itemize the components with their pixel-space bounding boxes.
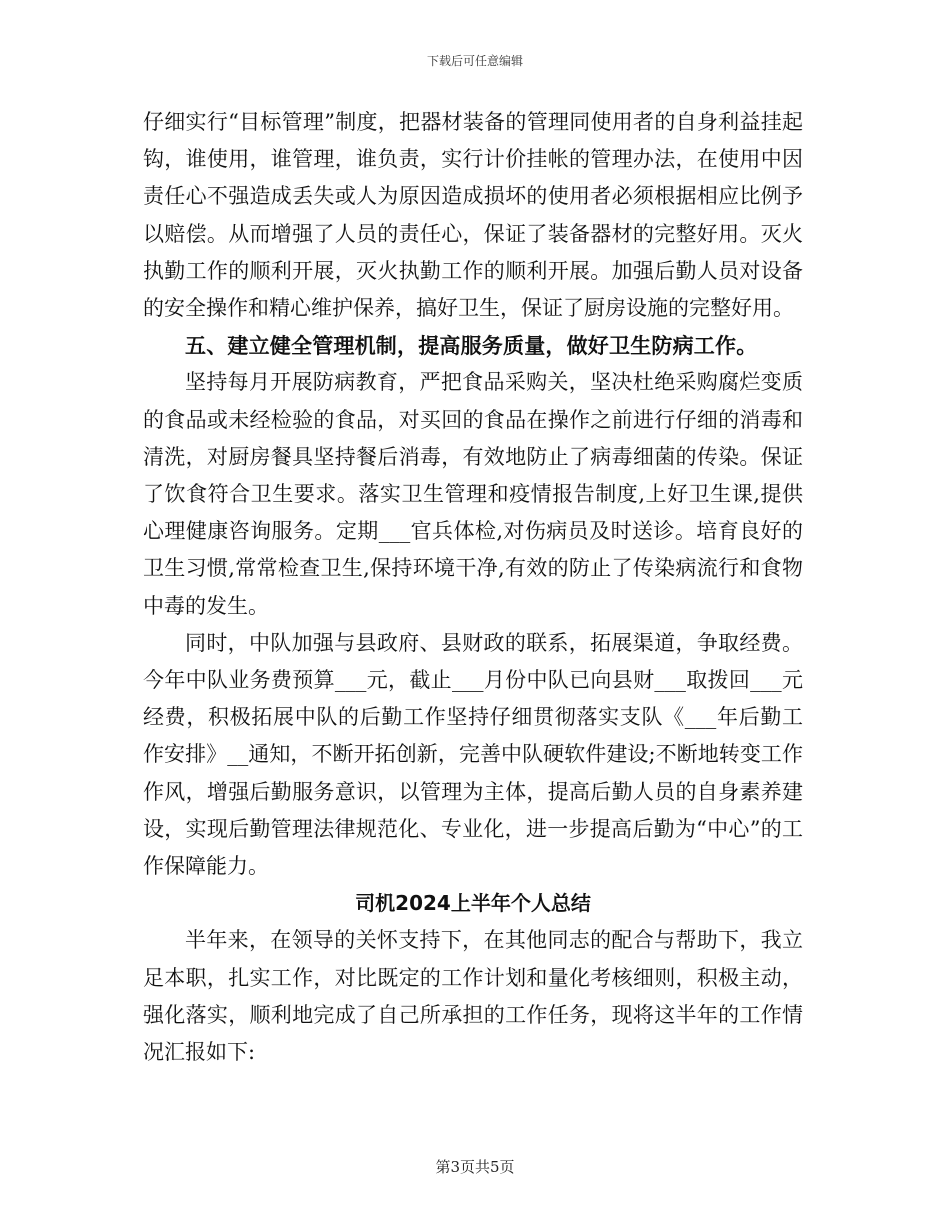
document-section-title: 司机2024上半年个人总结 — [355, 891, 591, 916]
paragraph-driver-summary-intro: 半年来，在领导的关怀支持下，在其他同志的配合与帮助下，我立足本职，扎实工作，对比既定的工作计划和量化考核细则，积极主动，强化落实，顺利地完成了自己所承担的工作任务，现将这半年的工作情况汇报如下: — [143, 928, 803, 1065]
paragraph-equipment-management: 仔细实行“目标管理”制度，把器材装备的管理同使用者的自身利益挂起钩，谁使用，谁管理，谁负责，实行计价挂帐的管理办法，在使用中因责任心不强造成丢失或人为原因造成损坏的使用者必须根据相应比例予以赔偿。从而增强了人员的责任心，保证了装备器材的完整好用。灭火执勤工作的顺利开展，灭火执勤工作的顺利开展。加强后勤人员对设备的安全操作和精心维护保养，搞好卫生，保证了厨房设施的完整好用。 — [143, 110, 803, 321]
page-header: 下载后可任意编辑 — [426, 54, 523, 68]
paragraph-funding: 同时，中队加强与县政府、县财政的联系，拓展渠道，争取经费。今年中队业务费预算___元，截止___月份中队已向县财___取拨回___元经费，积极拓展中队的后勤工作坚持仔细贯彻落实支队《___年后勤工作安排》__通知，不断开拓创新，完善中队硬软件建设;不断地转变工作作风，增强后勤服务意识，以管理为主体，提高后勤人员的自身素养建设，实现后勤管理法律规范化、专业化，进一步提高后勤为“中心”的工作保障能力。 — [143, 630, 803, 879]
paragraph-disease-prevention: 坚持每月开展防病教育，严把食品采购关，坚决杜绝采购腐烂变质的食品或未经检验的食品，对买回的食品在操作之前进行仔细的消毒和清洗，对厨房餐具坚持餐后消毒，有效地防止了病毒细菌的传染。保证了饮食符合卫生要求。落实卫生管理和疫情报告制度,上好卫生课,提供心理健康咨询服务。定期___官兵体检,对伤病员及时送诊。培育良好的卫生习惯,常常检查卫生,保持环境干净,有效的防止了传染病流行和食物中毒的发生。 — [143, 370, 803, 618]
page-number-footer: 第3页共5页 — [435, 1158, 515, 1176]
section-heading-five: 五、建立健全管理机制，提高服务质量，做好卫生防病工作。 — [185, 333, 758, 359]
document-body — [143, 104, 803, 1071]
